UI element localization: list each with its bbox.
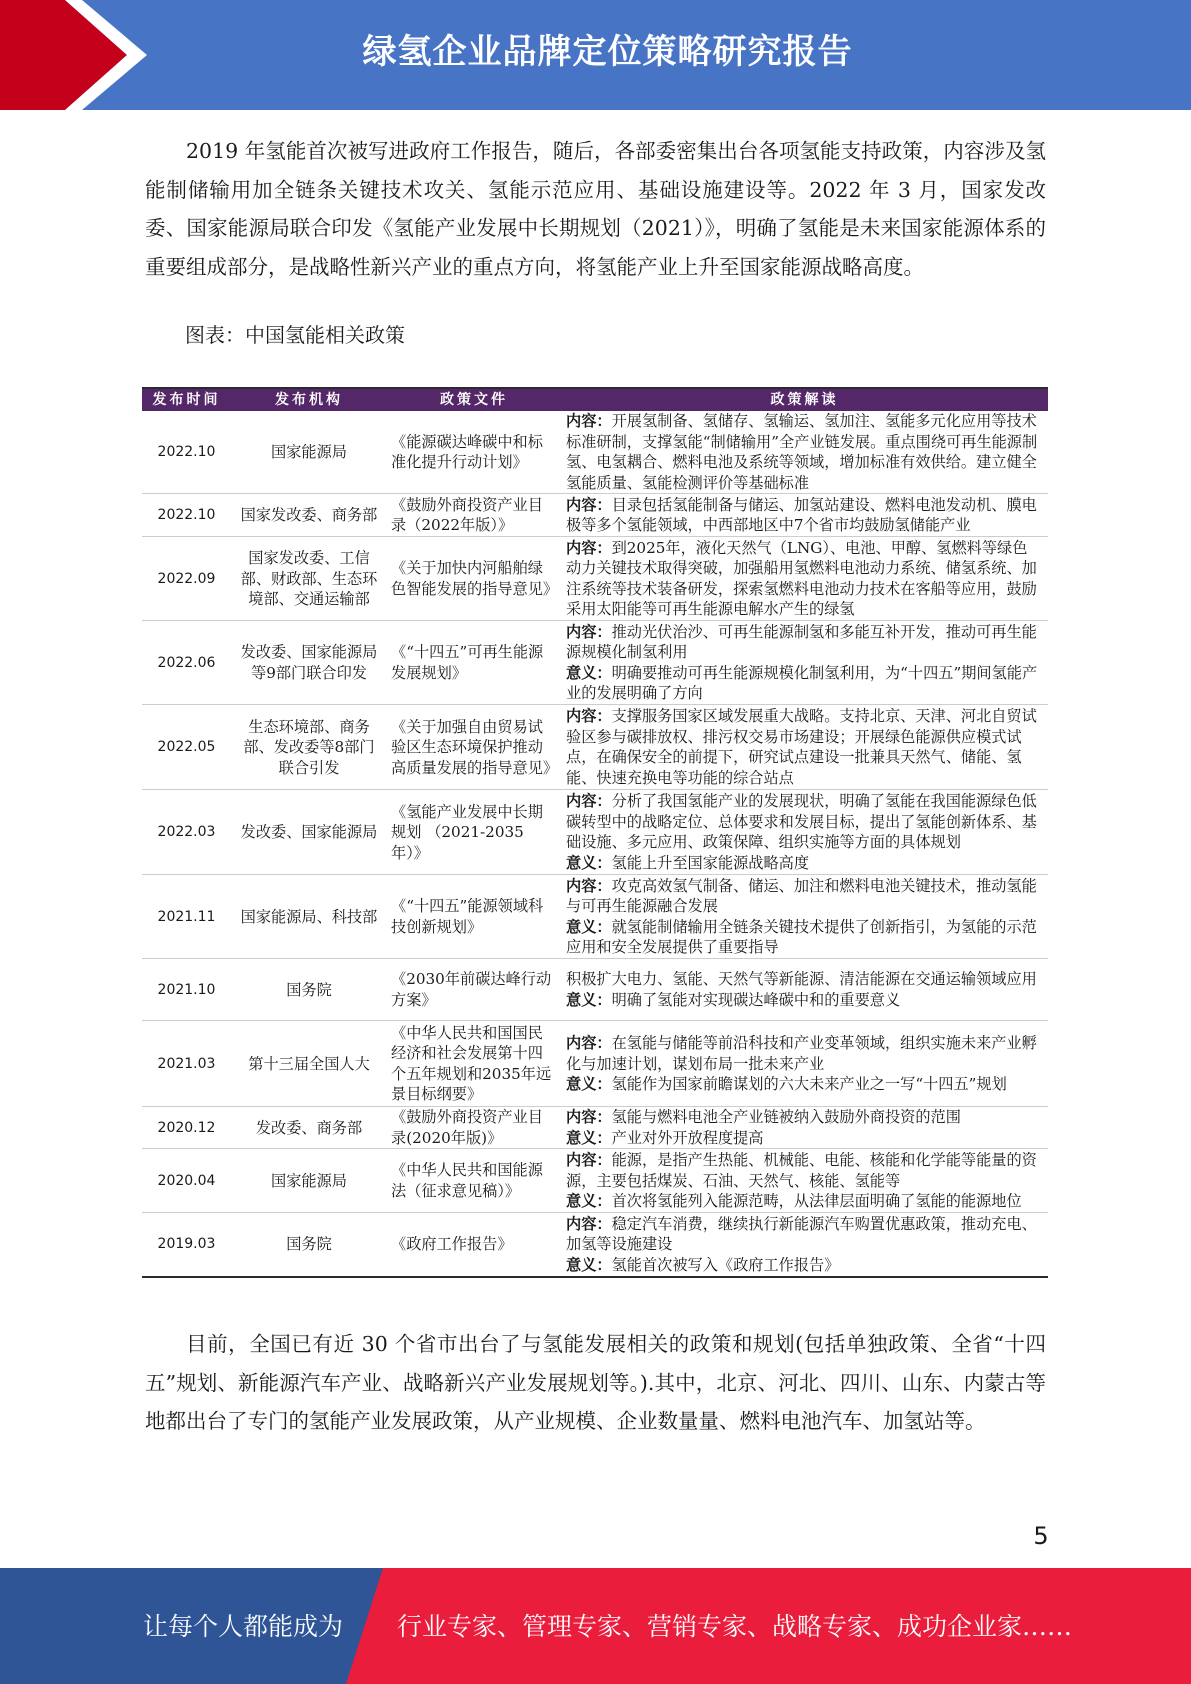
interpretation-cell: [561, 537, 1048, 621]
item-text: 开展氢制备、氢储存、氢输运、氢加注、氢能多元化应用等技术标准研制，支撑氢能“制储输用”全产业链发展。重点围绕可再生能源制氢、电氢耦合、燃料电池及系统等领域，增加标准有效供给。建立健全氢能质量、氢能检测评价等基础标准: [566, 412, 1038, 492]
item-label: 内容：: [566, 1151, 612, 1170]
agency-cell: 发改委、国家能源局: [231, 790, 387, 875]
interpretation-cell: [561, 875, 1048, 959]
item-text: 推动光伏治沙、可再生能源制氢和多能互补开发，推动可再生能源规模化制氢利用: [566, 622, 1037, 662]
document-cell: 《2030年前碳达峰行动方案》: [387, 959, 561, 1021]
footer-slogan-right: 行业专家、管理专家、营销专家、战略专家、成功企业家……: [397, 1612, 1073, 1641]
item-label: 意义：: [566, 1128, 612, 1147]
interpretation-item: [566, 969, 1042, 990]
interpretation-item: [566, 791, 1042, 853]
agency-cell: 第十三届全国人大: [231, 1021, 387, 1107]
item-text: 攻克高效氢气制备、储运、加注和燃料电池关键技术，推动氢能与可再生能源融合发展: [566, 876, 1037, 916]
document-cell: 《氢能产业发展中长期规划 （2021-2035年）》: [387, 790, 561, 875]
item-label: 内容：: [566, 707, 612, 726]
table-row: [142, 411, 1048, 494]
item-label: 内容：: [566, 1034, 612, 1053]
item-label: 意义：: [566, 1075, 612, 1094]
interpretation-item: [566, 1214, 1042, 1255]
item-text: 到2025年，液化天然气（LNG）、电池、甲醇、氢燃料等绿色动力关键技术取得突破，加强船用氢燃料电池动力系统、储氢系统、加注系统等技术装备研发，探索氢燃料电池动力技术在客船等应用，鼓励采用太阳能等可再生能源电解水产生的绿氢: [566, 538, 1037, 619]
column-header-date: 发布时间: [142, 388, 231, 411]
date-cell: 2019.03: [157, 1236, 216, 1253]
item-label: 意义：: [566, 663, 612, 682]
intro-paragraph: 2019 年氢能首次被写进政府工作报告，随后，各部委密集出台各项氢能支持政策，内容涉及氢能制储输用加全链条关键技术攻关、氢能示范应用、基础设施建设等。2022 年 3 月，国家发改委、国家能源局联合印发《氢能产业发展中长期规划（2021）》，明确了氢能是未来国家能源体系的重要组成部分，是战略性新兴产业的重点方向，将氢能产业上升至国家能源战略高度。: [145, 139, 1046, 280]
item-text: 稳定汽车消费，继续执行新能源汽车购置优惠政策，推动充电、加氢等设施建设: [566, 1214, 1037, 1254]
document-cell: 《“十四五”能源领域科技创新规划》: [387, 875, 561, 959]
item-label: 内容：: [566, 792, 612, 811]
interpretation-cell: [561, 1021, 1048, 1107]
agency-cell: 国务院: [286, 1235, 332, 1254]
interpretation-item: [566, 990, 1042, 1011]
interpretation-item: [566, 1033, 1042, 1074]
document-cell: 《“十四五”可再生能源发展规划》: [387, 621, 561, 705]
item-label: 内容：: [566, 1108, 612, 1127]
item-text: 积极扩大电力、氢能、天然气等新能源、清洁能源在交通运输领域应用: [566, 970, 1037, 989]
table-row: [142, 537, 1048, 621]
interpretation-item: [566, 1128, 1042, 1149]
document-title: 绿氢企业品牌定位策略研究报告: [362, 32, 853, 72]
table-body: [142, 411, 1048, 1277]
interpretation-item: [566, 1107, 1042, 1128]
item-label: 内容：: [566, 622, 612, 641]
item-text: 目录包括氢能制备与储运、加氢站建设、燃料电池发动机、膜电极等多个氢能领域，中西部地区中7个省市均鼓励氢储能产业: [566, 495, 1037, 535]
column-header-document: 政策文件: [387, 388, 561, 411]
document-cell: 《能源碳达峰碳中和标准化提升行动计划》: [387, 411, 561, 494]
item-label: 内容：: [566, 876, 612, 895]
date-cell: 2020.12: [142, 1107, 231, 1149]
date-cell: 2022.05: [142, 705, 231, 790]
agency-cell: 国家发改委、工信部、财政部、生态环境部、交通运输部: [231, 537, 387, 621]
table-header: [142, 388, 1048, 411]
date-cell: 2022.09: [142, 537, 231, 621]
item-text: 能源，是指产生热能、机械能、电能、核能和化学能等能量的资源，主要包括煤炭、石油、天然气、核能、氢能等: [566, 1151, 1037, 1190]
interpretation-cell: [561, 411, 1048, 494]
date-cell: 2021.11: [142, 875, 231, 959]
interpretation-cell: [561, 790, 1048, 875]
table-row: [142, 705, 1048, 790]
interpretation-item: [566, 495, 1042, 536]
interpretation-item: [566, 411, 1042, 493]
interpretation-item: [566, 538, 1042, 620]
item-label: 意义：: [566, 1255, 612, 1274]
interpretation-item: [566, 1191, 1042, 1212]
agency-cell: 国家发改委、商务部: [231, 494, 387, 537]
item-text: 在氢能与储能等前沿科技和产业变革领域，组织实施未来产业孵化与加速计划，谋划布局一批未来产业: [566, 1034, 1037, 1073]
interpretation-item: [566, 1074, 1042, 1095]
document-cell: 《鼓励外商投资产业目录（2022年版）》: [387, 494, 561, 537]
date-cell: 2022.10: [142, 411, 231, 494]
table-row: [142, 959, 1048, 1021]
agency-cell: 国家能源局: [231, 411, 387, 494]
table-row: [142, 1149, 1048, 1213]
agency-cell: 发改委、国家能源局等9部门联合印发: [231, 621, 387, 705]
document-cell: 《中华人民共和国能源法（征求意见稿）》: [387, 1149, 561, 1213]
interpretation-item: [566, 876, 1042, 917]
document-cell: 《中华人民共和国国民经济和社会发展第十四个五年规划和2035年远景目标纲要》: [387, 1021, 561, 1107]
page-content: [145, 132, 1046, 1441]
item-label: 内容：: [566, 412, 612, 431]
document-cell: 《关于加快内河船舶绿色智能发展的指导意见》: [387, 537, 561, 621]
table-header-row: [142, 388, 1048, 411]
table-row: [142, 1107, 1048, 1149]
page-number: 5: [1033, 1522, 1049, 1550]
interpretation-item: [566, 1255, 1042, 1276]
document-cell: 《政府工作报告》: [391, 1235, 513, 1254]
document-cell: 《鼓励外商投资产业目录(2020年版)》: [387, 1107, 561, 1149]
agency-cell: 国家能源局: [231, 1149, 387, 1213]
item-text: 就氢能制储输用全链条关键技术提供了创新指引，为氢能的示范应用和安全发展提供了重要指导: [566, 917, 1037, 957]
item-label: 内容：: [566, 538, 612, 557]
item-label: 内容：: [566, 1214, 612, 1233]
agency-cell: 国务院: [231, 959, 387, 1021]
date-cell: 2022.03: [142, 790, 231, 875]
table-row: [142, 1021, 1048, 1107]
interpretation-item: [566, 663, 1042, 704]
interpretation-cell: [561, 494, 1048, 537]
date-cell: 2021.10: [142, 959, 231, 1021]
date-cell: 2021.03: [142, 1021, 231, 1107]
page-header-banner: [0, 0, 1191, 110]
item-text: 氢能首次被写入《政府工作报告》: [611, 1255, 840, 1274]
interpretation-item: [566, 706, 1042, 788]
closing-paragraph: 目前，全国已有近 30 个省市出台了与氢能发展相关的政策和规划(包括单独政策、全省“十四五”规划、新能源汽车产业、战略新兴产业发展规划等。).其中，北京、河北、四川、山东、内蒙古等地都出台了专门的氢能产业发展政策，从产业规模、企业数量量、燃料电池汽车、加氢站等。: [145, 1331, 1046, 1434]
item-label: 内容：: [566, 495, 612, 514]
interpretation-cell: [561, 705, 1048, 790]
item-text: 氢能上升至国家能源战略高度: [611, 853, 809, 872]
item-text: 氢能作为国家前瞻谋划的六大未来产业之一写“十四五”规划: [611, 1075, 1007, 1094]
interpretation-item: [566, 622, 1042, 663]
table-row: [142, 494, 1048, 537]
interpretation-cell: [561, 1107, 1048, 1149]
item-text: 支撑服务国家区域发展重大战略。支持北京、天津、河北自贸试验区参与碳排放权、排污权交易市场建设；开展绿色能源供应模式试点，在确保安全的前提下，研究试点建设一批兼具天然气、储能、氢能、快速充换电等功能的综合站点: [566, 707, 1037, 787]
item-text: 分析了我国氢能产业的发展现状，明确了氢能在我国能源绿色低碳转型中的战略定位、总体要求和发展目标，提出了氢能创新体系、基础设施、多元应用、政策保障、组织实施等方面的具体规划: [566, 792, 1037, 852]
agency-cell: 国家能源局、科技部: [231, 875, 387, 959]
item-label: 意义：: [566, 917, 612, 936]
item-text: 氢能与燃料电池全产业链被纳入鼓励外商投资的范围: [611, 1108, 961, 1127]
footer-slogan-left: 让每个人都能成为: [143, 1612, 344, 1641]
interpretation-cell: [561, 1149, 1048, 1213]
interpretation-item: [566, 917, 1042, 958]
item-text: 明确了氢能对实现碳达峰碳中和的重要意义: [611, 990, 901, 1009]
interpretation-cell: [561, 959, 1048, 1021]
item-text: 明确要推动可再生能源规模化制氢利用，为“十四五”期间氢能产业的发展明确了方向: [566, 663, 1038, 703]
column-header-interpretation: 政策解读: [561, 388, 1048, 411]
table-row: [142, 1213, 1048, 1277]
agency-cell: 发改委、商务部: [231, 1107, 387, 1149]
table-row: [142, 790, 1048, 875]
item-text: 产业对外开放程度提高: [611, 1128, 764, 1147]
item-label: 意义：: [566, 1192, 612, 1211]
item-text: 首次将氢能列入能源范畴，从法律层面明确了氢能的能源地位: [611, 1192, 1022, 1211]
item-label: 意义：: [566, 990, 612, 1009]
page-footer-banner: [0, 1568, 1191, 1684]
document-cell: 《关于加强自由贸易试验区生态环境保护推动高质量发展的指导意见》: [387, 705, 561, 790]
policy-table: [142, 387, 1048, 1278]
interpretation-item: [566, 1150, 1042, 1191]
interpretation-cell: [561, 1213, 1048, 1277]
agency-cell: 生态环境部、商务部、发改委等8部门联合引发: [231, 705, 387, 790]
item-label: 意义：: [566, 853, 612, 872]
date-cell: 2022.06: [142, 621, 231, 705]
date-cell: 2020.04: [142, 1149, 231, 1213]
interpretation-cell: [561, 621, 1048, 705]
column-header-agency: 发布机构: [231, 388, 387, 411]
figure-caption: 图表：中国氢能相关政策: [185, 322, 405, 347]
table-row: [142, 875, 1048, 959]
table-row: [142, 621, 1048, 705]
date-cell: 2022.10: [142, 494, 231, 537]
interpretation-item: [566, 853, 1042, 874]
